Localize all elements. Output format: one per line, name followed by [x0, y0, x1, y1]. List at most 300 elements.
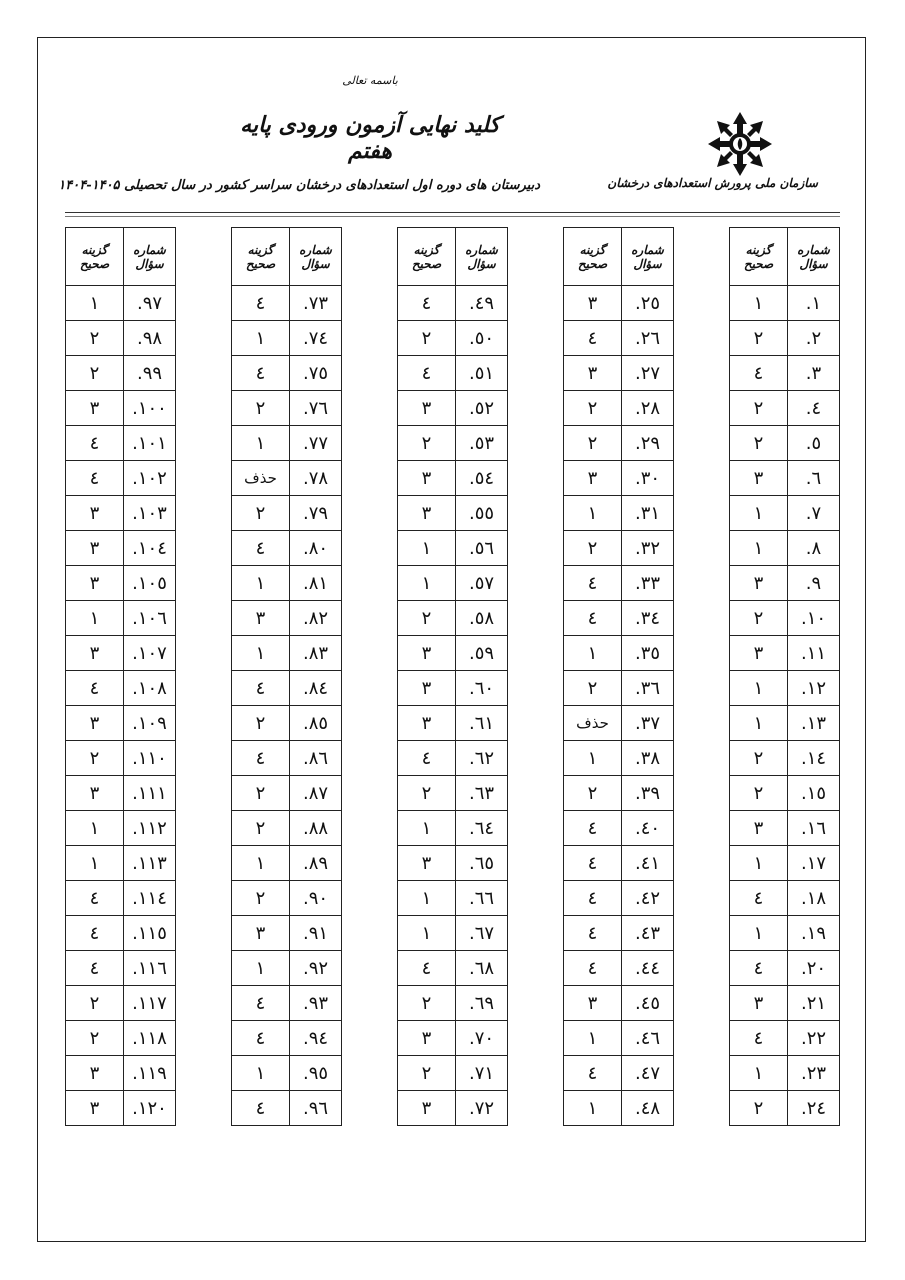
question-number-cell: .۹۹ [124, 356, 176, 391]
question-number-cell: .۱۱٤ [124, 881, 176, 916]
table-row [232, 671, 342, 706]
table-row [398, 1091, 508, 1126]
answer-cell: ٤ [564, 951, 622, 986]
table-row [398, 1021, 508, 1056]
table-row [564, 741, 674, 776]
question-number-cell: .۸۳ [290, 636, 342, 671]
question-number-cell: .۹۷ [124, 286, 176, 321]
answer-cell: ۲ [564, 531, 622, 566]
table-row [564, 601, 674, 636]
answer-cell: ٤ [232, 356, 290, 391]
answer-header: گزینه صحیح [66, 228, 124, 286]
question-number-cell: .۸۷ [290, 776, 342, 811]
answer-cell: ۱ [564, 496, 622, 531]
answer-cell: ٤ [66, 461, 124, 496]
question-number-cell: .۷٤ [290, 321, 342, 356]
table-row [564, 951, 674, 986]
table-header-row [730, 228, 840, 286]
table-row [730, 986, 840, 1021]
answer-header: گزینه صحیح [398, 228, 456, 286]
table-row [398, 741, 508, 776]
table-row [66, 321, 176, 356]
question-number-cell: .۱٤ [788, 741, 840, 776]
answer-cell: ٤ [232, 741, 290, 776]
question-number-cell: .٤٦ [622, 1021, 674, 1056]
table-row [398, 426, 508, 461]
question-number-cell: .۸٥ [290, 706, 342, 741]
organization-name: سازمان ملی پرورش استعدادهای درخشان [607, 176, 818, 190]
table-row [232, 811, 342, 846]
question-number-cell: .٥۹ [456, 636, 508, 671]
table-row [66, 391, 176, 426]
answer-cell: ۳ [398, 1091, 456, 1126]
answer-cell: ٤ [66, 916, 124, 951]
answer-cell: ٤ [232, 1021, 290, 1056]
answer-cell: ٤ [564, 916, 622, 951]
question-number-cell: .۱۸ [788, 881, 840, 916]
table-row [232, 776, 342, 811]
table-row [564, 846, 674, 881]
question-number-cell: .۳۳ [622, 566, 674, 601]
answer-cell: ۱ [398, 811, 456, 846]
table-row [232, 741, 342, 776]
answer-table-3 [397, 227, 508, 1126]
table-row [66, 1056, 176, 1091]
question-number-cell: .۸۸ [290, 811, 342, 846]
table-row [564, 671, 674, 706]
answer-cell: ۲ [730, 741, 788, 776]
header-divider-thin [65, 216, 840, 217]
question-number-cell: .٥۷ [456, 566, 508, 601]
question-number-cell: .٦٦ [456, 881, 508, 916]
question-number-cell: .۳ [788, 356, 840, 391]
question-number-cell: .٦۳ [456, 776, 508, 811]
question-number-cell: .۲۷ [622, 356, 674, 391]
question-number-cell: .٤۲ [622, 881, 674, 916]
answer-cell: ٤ [398, 951, 456, 986]
question-number-cell: .۲۳ [788, 1056, 840, 1091]
question-number-cell: .۱۰۷ [124, 636, 176, 671]
table-row [730, 811, 840, 846]
answer-cell: ٤ [232, 1091, 290, 1126]
answer-cell: ۱ [564, 1021, 622, 1056]
table-row [66, 986, 176, 1021]
page-subtitle: دبیرستان های دوره اول استعدادهای درخشان سراسر کشور در سال تحصیلی ۱۴۰۵-۱۴۰۴ [58, 178, 540, 193]
table-row [730, 741, 840, 776]
table-row [564, 986, 674, 1021]
question-number-cell: .٤ [788, 391, 840, 426]
answer-cell: ۱ [564, 636, 622, 671]
table-row [398, 846, 508, 881]
question-number-cell: .٦ [788, 461, 840, 496]
answer-cell: ٤ [398, 286, 456, 321]
question-number-cell: .۱۳ [788, 706, 840, 741]
table-row [730, 1091, 840, 1126]
answer-cell: ۲ [398, 321, 456, 356]
table-row [66, 601, 176, 636]
answer-cell: ٤ [564, 811, 622, 846]
answer-cell: ٤ [66, 951, 124, 986]
answer-cell: ۱ [730, 916, 788, 951]
question-header: شماره سؤال [290, 228, 342, 286]
table-header-row [232, 228, 342, 286]
table-row [398, 286, 508, 321]
answer-cell: ۳ [398, 1021, 456, 1056]
table-row [730, 321, 840, 356]
table-row [730, 776, 840, 811]
answer-cell: ۳ [564, 286, 622, 321]
answer-cell: ۳ [66, 496, 124, 531]
table-header-row [564, 228, 674, 286]
question-number-cell: .۱۱۹ [124, 1056, 176, 1091]
table-row [232, 391, 342, 426]
table-row [66, 811, 176, 846]
answer-cell: ۳ [398, 706, 456, 741]
answer-cell: ۳ [730, 636, 788, 671]
answer-cell: ۲ [730, 391, 788, 426]
table-row [232, 846, 342, 881]
table-row [398, 461, 508, 496]
question-number-cell: .٥٤ [456, 461, 508, 496]
answer-cell: ۳ [66, 706, 124, 741]
question-number-cell: .٤٤ [622, 951, 674, 986]
question-number-cell: .۹ [788, 566, 840, 601]
answer-cell: ۳ [564, 986, 622, 1021]
question-number-cell: .٦٤ [456, 811, 508, 846]
table-row [232, 916, 342, 951]
table-row [232, 496, 342, 531]
question-number-cell: .۱۰۲ [124, 461, 176, 496]
question-number-cell: .٦۸ [456, 951, 508, 986]
table-row [730, 951, 840, 986]
answer-cell: ۳ [66, 1056, 124, 1091]
table-row [564, 426, 674, 461]
answer-header: گزینه صحیح [232, 228, 290, 286]
table-row [730, 461, 840, 496]
answer-cell: ۱ [232, 566, 290, 601]
question-number-cell: .۸۹ [290, 846, 342, 881]
answer-cell: ۱ [398, 881, 456, 916]
answer-table-1 [729, 227, 840, 1126]
answer-table-2 [563, 227, 674, 1126]
answer-cell: ۱ [730, 286, 788, 321]
table-row [730, 881, 840, 916]
table-row [398, 986, 508, 1021]
answer-cell: ۲ [398, 986, 456, 1021]
table-row [730, 916, 840, 951]
question-number-cell: .٥۰ [456, 321, 508, 356]
answer-cell: ۱ [564, 1091, 622, 1126]
answer-cell: ٤ [564, 321, 622, 356]
table-row [66, 636, 176, 671]
question-number-cell: .۹۳ [290, 986, 342, 1021]
table-row [730, 706, 840, 741]
question-number-cell: .۳۷ [622, 706, 674, 741]
answer-cell: ۳ [730, 811, 788, 846]
table-row [398, 356, 508, 391]
table-row [564, 776, 674, 811]
answer-cell: ٤ [66, 426, 124, 461]
question-number-cell: .۱۰٦ [124, 601, 176, 636]
question-number-cell: .۱ [788, 286, 840, 321]
answer-cell: ۳ [66, 1091, 124, 1126]
answer-cell: حذف [564, 706, 622, 741]
question-number-cell: .۱۲ [788, 671, 840, 706]
table-row [730, 496, 840, 531]
question-number-cell: .٥٥ [456, 496, 508, 531]
table-row [398, 706, 508, 741]
answer-header: گزینه صحیح [730, 228, 788, 286]
table-row [66, 566, 176, 601]
answer-cell: ۲ [398, 426, 456, 461]
sampad-logo-icon [706, 110, 774, 178]
question-number-cell: .۸۰ [290, 531, 342, 566]
question-header: شماره سؤال [788, 228, 840, 286]
answer-cell: ۲ [232, 776, 290, 811]
table-row [232, 1021, 342, 1056]
table-row [398, 881, 508, 916]
answer-cell: ٤ [564, 1056, 622, 1091]
answer-cell: ۳ [66, 391, 124, 426]
table-row [398, 531, 508, 566]
answer-cell: ۱ [232, 1056, 290, 1091]
answer-cell: ۲ [232, 391, 290, 426]
question-number-cell: .۷۷ [290, 426, 342, 461]
answer-cell: ٤ [398, 741, 456, 776]
question-number-cell: .۷۹ [290, 496, 342, 531]
question-number-cell: .۹٦ [290, 1091, 342, 1126]
question-number-cell: .٤۷ [622, 1056, 674, 1091]
answer-cell: ٤ [564, 566, 622, 601]
table-row [232, 426, 342, 461]
table-header-row [398, 228, 508, 286]
answer-cell: ۲ [730, 601, 788, 636]
question-number-cell: .۱۰ [788, 601, 840, 636]
table-row [564, 1056, 674, 1091]
answer-cell: ۲ [564, 776, 622, 811]
question-number-cell: .۱۰۸ [124, 671, 176, 706]
table-row [66, 706, 176, 741]
table-row [398, 636, 508, 671]
table-row [232, 636, 342, 671]
answer-cell: ۳ [66, 776, 124, 811]
answer-cell: ۳ [66, 636, 124, 671]
table-header-row [66, 228, 176, 286]
question-number-cell: .۲٥ [622, 286, 674, 321]
answer-cell: ٤ [730, 356, 788, 391]
answer-cell: ۱ [232, 636, 290, 671]
table-row [564, 811, 674, 846]
answer-cell: ٤ [730, 1021, 788, 1056]
table-row [232, 951, 342, 986]
question-number-cell: .۳۹ [622, 776, 674, 811]
question-number-cell: .۷٥ [290, 356, 342, 391]
table-row [232, 986, 342, 1021]
table-row [564, 286, 674, 321]
table-row [564, 321, 674, 356]
answer-cell: ۱ [398, 566, 456, 601]
question-number-cell: .۱٥ [788, 776, 840, 811]
answer-cell: ۳ [564, 461, 622, 496]
table-row [232, 706, 342, 741]
table-row [66, 496, 176, 531]
question-number-cell: .۱۰٥ [124, 566, 176, 601]
answer-cell: ۲ [398, 776, 456, 811]
question-number-cell: .۷۸ [290, 461, 342, 496]
table-row [730, 566, 840, 601]
question-number-cell: .٦۷ [456, 916, 508, 951]
answer-cell: ۱ [730, 496, 788, 531]
answer-cell: ۱ [398, 916, 456, 951]
table-row [398, 496, 508, 531]
table-row [398, 1056, 508, 1091]
question-number-cell: .۱۰۹ [124, 706, 176, 741]
answer-cell: ۳ [66, 566, 124, 601]
table-row [66, 776, 176, 811]
answer-cell: ٤ [730, 951, 788, 986]
answer-cell: ۲ [564, 671, 622, 706]
question-number-cell: .۱۰۱ [124, 426, 176, 461]
question-number-cell: .۷ [788, 496, 840, 531]
table-row [232, 566, 342, 601]
question-number-cell: .۳۱ [622, 496, 674, 531]
table-row [398, 566, 508, 601]
question-number-cell: .۱۲۰ [124, 1091, 176, 1126]
answer-cell: ۲ [730, 776, 788, 811]
table-row [398, 916, 508, 951]
answer-cell: ۲ [398, 601, 456, 636]
question-number-cell: .٤۱ [622, 846, 674, 881]
question-number-cell: .٦۱ [456, 706, 508, 741]
answer-cell: ٤ [232, 671, 290, 706]
table-row [730, 286, 840, 321]
table-row [232, 1056, 342, 1091]
table-row [66, 951, 176, 986]
question-number-cell: .۸۱ [290, 566, 342, 601]
answer-cell: ۳ [398, 671, 456, 706]
answer-cell: ۱ [66, 846, 124, 881]
question-number-cell: .٦٥ [456, 846, 508, 881]
question-number-cell: .٦۲ [456, 741, 508, 776]
table-row [730, 426, 840, 461]
answer-cell: ۱ [730, 671, 788, 706]
answer-cell: ۳ [66, 531, 124, 566]
table-row [564, 636, 674, 671]
table-row [66, 1091, 176, 1126]
header-divider [65, 212, 840, 213]
answer-cell: ۱ [66, 601, 124, 636]
table-row [66, 1021, 176, 1056]
question-number-cell: .٤۸ [622, 1091, 674, 1126]
answer-cell: ٤ [564, 601, 622, 636]
question-number-cell: .۱۱٥ [124, 916, 176, 951]
question-number-cell: .۹۸ [124, 321, 176, 356]
question-header: شماره سؤال [622, 228, 674, 286]
question-header: شماره سؤال [124, 228, 176, 286]
answer-cell: ٤ [232, 986, 290, 1021]
answer-cell: ٤ [232, 531, 290, 566]
table-row [564, 706, 674, 741]
answer-cell: ۳ [730, 566, 788, 601]
question-number-cell: .۳۲ [622, 531, 674, 566]
table-row [232, 1091, 342, 1126]
table-row [398, 321, 508, 356]
question-number-cell: .۳٦ [622, 671, 674, 706]
table-row [232, 321, 342, 356]
answer-cell: ۲ [564, 391, 622, 426]
table-row [564, 391, 674, 426]
answer-cell: ٤ [398, 356, 456, 391]
question-number-cell: .۷۳ [290, 286, 342, 321]
answer-cell: ۲ [398, 1056, 456, 1091]
question-number-cell: .٤۹ [456, 286, 508, 321]
answer-cell: ۱ [232, 951, 290, 986]
question-number-cell: .٦۹ [456, 986, 508, 1021]
question-number-cell: .٥ [788, 426, 840, 461]
answer-cell: ۳ [232, 916, 290, 951]
question-number-cell: .۲۰ [788, 951, 840, 986]
question-header: شماره سؤال [456, 228, 508, 286]
question-number-cell: .۲ [788, 321, 840, 356]
question-number-cell: .۱۱ [788, 636, 840, 671]
question-number-cell: .٥۱ [456, 356, 508, 391]
answer-cell: ۲ [66, 356, 124, 391]
answer-table-5 [65, 227, 176, 1126]
answer-cell: ۲ [232, 811, 290, 846]
answer-cell: ۱ [232, 321, 290, 356]
table-row [232, 286, 342, 321]
answer-cell: ۲ [232, 706, 290, 741]
answer-cell: ٤ [564, 881, 622, 916]
question-number-cell: .۷۲ [456, 1091, 508, 1126]
question-number-cell: .۷۰ [456, 1021, 508, 1056]
question-number-cell: .۱۰٤ [124, 531, 176, 566]
answer-cell: ۲ [232, 496, 290, 531]
table-row [66, 426, 176, 461]
question-number-cell: .۳۰ [622, 461, 674, 496]
question-number-cell: .۷۱ [456, 1056, 508, 1091]
question-number-cell: .۹۱ [290, 916, 342, 951]
question-number-cell: .۲۱ [788, 986, 840, 1021]
answer-cell: ۱ [730, 531, 788, 566]
question-number-cell: .۱۱۲ [124, 811, 176, 846]
table-row [398, 951, 508, 986]
question-number-cell: .۱۰۰ [124, 391, 176, 426]
answer-cell: ۱ [232, 426, 290, 461]
answer-cell: ۲ [66, 1021, 124, 1056]
table-row [232, 461, 342, 496]
answer-cell: ۱ [730, 1056, 788, 1091]
table-row [730, 636, 840, 671]
table-row [730, 391, 840, 426]
table-row [730, 671, 840, 706]
bismillah-text: باسمه تعالی [342, 74, 398, 87]
table-row [398, 671, 508, 706]
question-number-cell: .۱٦ [788, 811, 840, 846]
question-number-cell: .۱۱۱ [124, 776, 176, 811]
table-row [398, 391, 508, 426]
answer-cell: ۱ [730, 706, 788, 741]
table-row [398, 811, 508, 846]
question-number-cell: .۸٤ [290, 671, 342, 706]
table-row [564, 531, 674, 566]
question-number-cell: .٤۰ [622, 811, 674, 846]
question-number-cell: .٤٥ [622, 986, 674, 1021]
table-row [730, 1056, 840, 1091]
answer-cell: ۲ [730, 426, 788, 461]
question-number-cell: .٥۸ [456, 601, 508, 636]
answer-cell: ٤ [232, 286, 290, 321]
